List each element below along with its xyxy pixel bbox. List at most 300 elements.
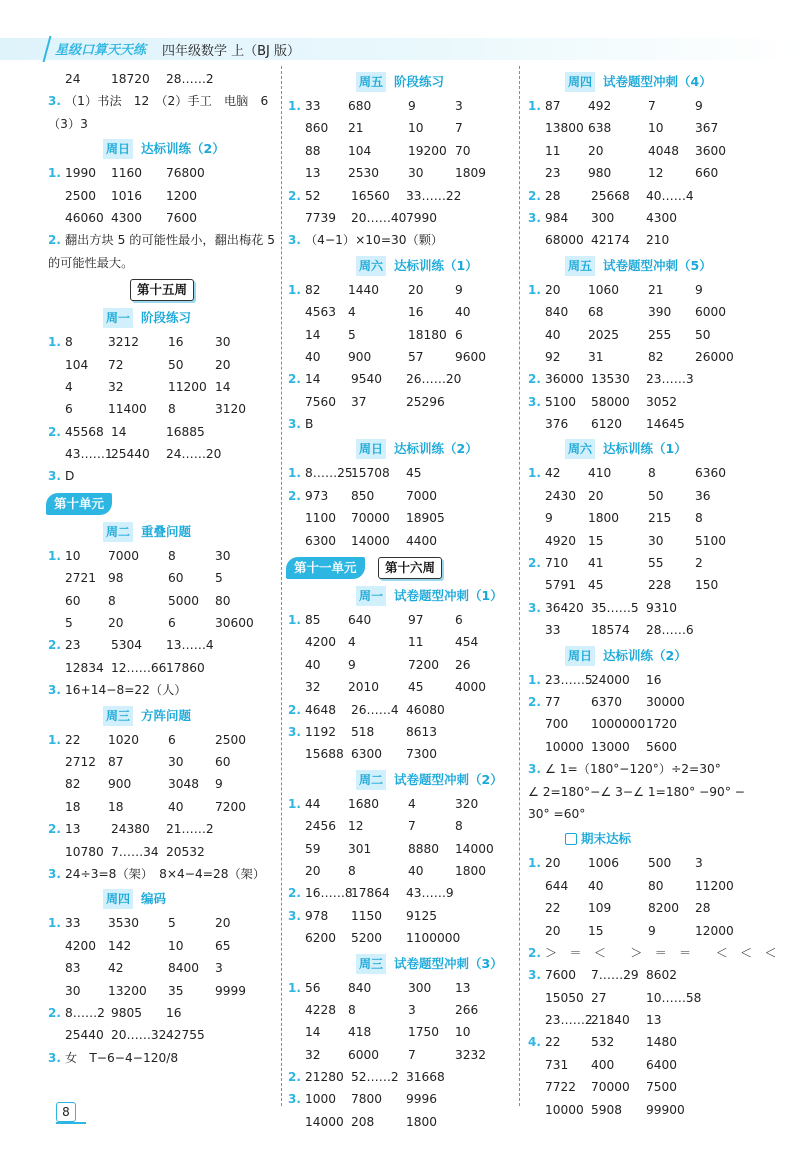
answer-value: 1480 (646, 1035, 678, 1050)
answer-row (48, 935, 298, 957)
answer-value: 20 (305, 863, 321, 878)
answer-row (288, 346, 538, 368)
answer-value: 14000 (351, 533, 390, 548)
answer-row (528, 391, 778, 413)
answer-value: 92 (545, 349, 561, 364)
answer-value: 83 (65, 961, 81, 976)
answer-value: 22 (65, 732, 81, 747)
answer-row (528, 987, 778, 1009)
answer-value: 33 (545, 623, 561, 638)
answer-value: 4228 (305, 1002, 337, 1017)
answer-value: 1680 (348, 796, 380, 811)
answer-value: 5600 (646, 739, 678, 754)
answer-row (288, 368, 538, 390)
answer-value: 4 (65, 379, 73, 394)
answer-value: 300 (591, 210, 615, 225)
section-day: 周六 (565, 439, 595, 459)
answer-value: 4300 (646, 210, 678, 225)
answer-value: 16 (646, 672, 662, 687)
answer-value: 8 (455, 819, 463, 834)
question-number: 2. (48, 822, 61, 837)
question-number: 3. (288, 417, 301, 432)
answer-value: 7……29 (591, 968, 639, 983)
answer-row (288, 882, 538, 904)
answer-value: 3530 (108, 916, 140, 931)
answer-row (528, 875, 778, 897)
answer-value: 7 (648, 99, 656, 113)
answer-value: 16 (408, 305, 424, 320)
section-header (528, 435, 778, 462)
answer-value: 6000 (348, 1047, 380, 1062)
answer-row (48, 1002, 298, 1024)
answer-value: 6360 (695, 466, 727, 481)
answer-value: 5100 (695, 533, 727, 548)
question-number: 2. (528, 556, 541, 571)
page-number-underline (56, 1122, 86, 1124)
answer-value: 3120 (215, 402, 247, 417)
section-day: 周一 (103, 308, 133, 328)
section-label: 阶段练习 (141, 310, 192, 326)
answer-value: 28……6 (646, 623, 694, 638)
answer-value: 900 (108, 777, 132, 792)
answer-value: 17864 (351, 886, 390, 901)
answer-value: 85 (305, 613, 321, 628)
answer-row (48, 567, 298, 589)
question-number: 3. (48, 469, 61, 484)
answer-row (528, 229, 778, 251)
answer-value: 7 (455, 121, 463, 136)
answer-value: 640 (348, 613, 372, 628)
answer-row (48, 590, 298, 612)
answer-value: 60 (215, 754, 231, 769)
answer-value: 8 (65, 335, 73, 350)
answer-row (48, 398, 298, 420)
answer-value: 20 (545, 856, 561, 871)
answer-value: 18720 (111, 72, 150, 86)
answer-value: 6 (168, 732, 176, 747)
section-header (288, 435, 538, 462)
answer-value: 7722 (545, 1080, 577, 1095)
header-brand: 星级口算天天练 (55, 43, 147, 58)
answer-value: 30 (215, 335, 231, 350)
unit-label: 第十一单元 (286, 557, 365, 579)
answer-row (288, 207, 538, 229)
answer-value: 30 (408, 166, 424, 181)
answer-row (288, 185, 538, 207)
answer-value: 7200 (408, 657, 440, 672)
answer-value: 11 (408, 635, 424, 650)
answer-value: 3 (408, 1002, 416, 1017)
answer-value: 9805 (111, 1005, 143, 1020)
page-number: 8 (56, 1102, 76, 1122)
answer-value: 24380 (111, 822, 150, 837)
exam-icon (565, 833, 577, 845)
answer-value: 9600 (455, 349, 487, 364)
section-label: 试卷题型冲刺（3） (394, 955, 503, 971)
answer-value: 10 (408, 121, 424, 136)
answer-value: 12834 (65, 660, 104, 675)
answer-value: 8400 (168, 961, 200, 976)
answer-row (528, 1054, 778, 1076)
answer-value: 1100 (305, 511, 337, 526)
answer-value: 6300 (351, 747, 383, 762)
answer-value: 13……4 (166, 638, 214, 653)
section-header (288, 582, 538, 609)
unit-week-heading (288, 552, 538, 582)
section-header (528, 68, 778, 95)
answer-value: 301 (348, 841, 372, 856)
section-title (565, 645, 687, 667)
answer-value: 1000 (305, 1092, 337, 1107)
answer-value: 24 (65, 72, 81, 86)
answer-row (528, 117, 778, 139)
section-label: 达标训练（2） (141, 141, 225, 157)
week-label: 第十六周 (378, 557, 442, 579)
answer-value: 50 (695, 327, 711, 342)
answer-value: 82 (305, 282, 321, 297)
answer-value: 7200 (215, 799, 247, 814)
answer-text (288, 229, 538, 251)
answer-row (288, 905, 538, 927)
question-number: 1. (48, 916, 61, 931)
answer-value: 6 (168, 616, 176, 631)
answer-text (528, 803, 778, 825)
answer-row (288, 977, 538, 999)
answer-row (528, 162, 778, 184)
answer-value: 52 (305, 188, 321, 203)
section-day: 周五 (356, 72, 386, 92)
answer-row (528, 346, 778, 368)
answer-value: 7990 (406, 210, 438, 225)
answer-value: 2721 (65, 571, 97, 586)
question-number: 3. (48, 1050, 61, 1065)
answer-row (528, 1009, 778, 1031)
answer-text-line: 24÷3=8（架） 8×4−4=28（架） (65, 866, 266, 881)
answer-text-line: 16+14−8=22（人） (65, 683, 187, 698)
answer-row (288, 609, 538, 631)
answer-value: 20 (545, 282, 561, 297)
answer-value: 2456 (305, 819, 337, 834)
answer-value: 228 (648, 578, 672, 593)
answer-value: 4400 (406, 533, 438, 548)
answer-value: 638 (588, 121, 612, 136)
answer-value: 11200 (695, 878, 734, 893)
answer-row (288, 507, 538, 529)
section-title (565, 255, 712, 277)
answer-value: 14 (305, 327, 321, 342)
answer-row (528, 964, 778, 986)
section-header (288, 950, 538, 977)
answer-value: 9 (695, 282, 703, 297)
answer-value: 41 (588, 556, 604, 571)
answer-value: 9 (348, 657, 356, 672)
answer-value: 840 (545, 305, 569, 320)
question-number: 1. (528, 856, 541, 871)
answer-value: 9125 (406, 908, 438, 923)
answer-row (528, 301, 778, 323)
answer-row (288, 301, 538, 323)
section-label: 方阵问题 (141, 707, 192, 723)
answer-value: 10000 (545, 739, 584, 754)
section-day: 周六 (356, 256, 386, 276)
answer-value: 109 (588, 901, 612, 916)
answer-value: 4200 (65, 938, 97, 953)
question-number: 2. (528, 945, 541, 960)
answer-value: 10 (648, 121, 664, 136)
answer-value: 68 (588, 305, 604, 320)
question-number: 2. (288, 1070, 301, 1085)
answer-row (528, 413, 778, 435)
question-number: 1. (288, 796, 301, 811)
answer-value: 24000 (591, 672, 630, 687)
answer-value: 36000 (545, 372, 584, 387)
answer-value: 5 (348, 327, 356, 342)
answer-row (288, 743, 538, 765)
answer-value: 3600 (695, 143, 727, 158)
answer-value: 65 (215, 938, 231, 953)
answer-value: 28 (695, 901, 711, 916)
answer-value: 26……20 (406, 372, 462, 387)
question-number: 2. (48, 233, 61, 248)
answer-value: 8 (648, 466, 656, 481)
answer-value: 1720 (646, 717, 678, 732)
answer-value: 15708 (351, 466, 390, 481)
answer-value: 12 (648, 166, 664, 181)
answer-value: 18574 (591, 623, 630, 638)
answer-value: 9310 (646, 600, 678, 615)
answer-text (528, 781, 778, 803)
answer-value: 42 (108, 961, 124, 976)
section-label: 阶段练习 (394, 74, 445, 89)
section-day: 周二 (356, 770, 386, 790)
section-label: 试卷题型冲刺（2） (394, 771, 503, 787)
question-number: 1. (288, 980, 301, 995)
answer-value: 20 (588, 488, 604, 503)
answer-value: 8613 (406, 724, 438, 739)
answer-row (528, 207, 778, 229)
answer-value: 6 (455, 613, 463, 628)
answer-value: 37 (351, 394, 367, 409)
answer-value: 99900 (646, 1102, 685, 1117)
answer-row (288, 676, 538, 698)
section-header (48, 304, 298, 331)
answer-value: 6 (455, 327, 463, 342)
answer-value: 8 (348, 1002, 356, 1017)
answer-value: 266 (455, 1002, 479, 1017)
answer-text-line: ∠ 1=（180°−120°）÷2=30° (545, 762, 721, 777)
answer-value: 26 (455, 657, 471, 672)
section-day: 周四 (565, 72, 595, 92)
answer-value: 30 (65, 983, 81, 998)
answer-row (528, 140, 778, 162)
question-number: 3. (528, 968, 541, 983)
answer-text (528, 758, 778, 780)
question-number: 1. (288, 613, 301, 628)
answer-value: 2010 (348, 680, 380, 695)
answer-value: 7 (408, 1047, 416, 1062)
answer-value: 680 (348, 99, 372, 113)
answer-value: 31668 (406, 1070, 445, 1085)
answer-value: 2530 (348, 166, 380, 181)
answer-value: 7300 (406, 747, 438, 762)
answer-value: 8602 (646, 968, 678, 983)
answer-row (288, 279, 538, 301)
answer-value: 3048 (168, 777, 200, 792)
answer-value: 18 (108, 799, 124, 814)
answer-value: 973 (305, 488, 329, 503)
answer-value: 77 (545, 694, 561, 709)
answer-row (288, 1044, 538, 1066)
question-number: 3. (48, 683, 61, 698)
answer-row (48, 443, 298, 465)
answer-row (288, 162, 538, 184)
answer-value: 15 (588, 923, 604, 938)
answer-value: 3 (215, 961, 223, 976)
question-number: 2. (48, 424, 61, 439)
section-label: 达标训练（1） (603, 441, 687, 457)
section-label: 达标训练（2） (603, 647, 687, 663)
answer-value: 14 (215, 379, 231, 394)
question-number: 3. (288, 1092, 301, 1107)
answer-row (288, 530, 538, 552)
week-heading (48, 274, 298, 304)
question-number: 1. (528, 672, 541, 687)
answer-value: 30 (215, 548, 231, 563)
answer-value: 2500 (65, 188, 97, 203)
answer-value: 5791 (545, 578, 577, 593)
answer-value: 978 (305, 908, 329, 923)
section-title (565, 438, 687, 460)
question-number: 1. (528, 282, 541, 297)
answer-row (48, 773, 298, 795)
answer-value: 31 (588, 349, 604, 364)
answer-value: 8880 (408, 841, 440, 856)
answer-value: 23……3 (646, 372, 694, 387)
answer-row (528, 713, 778, 735)
answer-value: 80 (215, 593, 231, 608)
answer-value: 4000 (455, 680, 487, 695)
answer-value: 52……2 (351, 1070, 399, 1085)
answer-value: 8 (108, 593, 116, 608)
answer-value: 44 (305, 796, 321, 811)
answer-value: 104 (65, 357, 89, 372)
answer-value: 33……22 (406, 188, 462, 203)
section-label: 试卷题型冲刺（4） (603, 74, 712, 89)
question-number: 1. (48, 166, 61, 181)
answer-value: 4920 (545, 533, 577, 548)
answer-row (48, 545, 298, 567)
answer-value: 731 (545, 1057, 569, 1072)
answer-value: 13800 (545, 121, 584, 136)
answer-value: 2430 (545, 488, 577, 503)
answer-value: 1016 (111, 188, 143, 203)
answer-value: 4648 (305, 702, 337, 717)
answer-value: 13 (305, 166, 321, 181)
answer-value: 27 (591, 990, 607, 1005)
answer-value: 5000 (168, 593, 200, 608)
answer-value: 20 (108, 616, 124, 631)
answer-row (48, 751, 298, 773)
answer-row (528, 669, 778, 691)
answer-value: 25440 (65, 1028, 104, 1043)
answer-value: 50 (168, 357, 184, 372)
answer-value: 4 (348, 635, 356, 650)
section-day: 周三 (103, 706, 133, 726)
answer-value: 104 (348, 143, 372, 158)
section-label: 达标训练（1） (394, 257, 478, 273)
answer-value: 8 (348, 863, 356, 878)
answer-value: 1200 (166, 188, 198, 203)
answer-value: 76800 (166, 166, 205, 181)
answer-value: 14000 (305, 1114, 344, 1129)
answer-row (288, 95, 538, 117)
answer-value: 40 (168, 799, 184, 814)
answer-row (288, 721, 538, 743)
answer-value: 8 (695, 511, 703, 526)
answer-value: 5304 (111, 638, 143, 653)
answer-row (288, 1111, 538, 1133)
answer-value: 28……2 (166, 72, 214, 86)
answer-value: 18 (65, 799, 81, 814)
answer-value: 980 (588, 166, 612, 181)
section-header (288, 68, 538, 95)
answer-value: 660 (695, 166, 719, 181)
answer-row (528, 279, 778, 301)
answer-text (48, 229, 298, 251)
answer-value: 11400 (108, 402, 147, 417)
section-day: 周五 (565, 256, 595, 276)
answer-value: 644 (545, 878, 569, 893)
page-header (0, 38, 800, 62)
question-number: 3. (288, 724, 301, 739)
answer-row (48, 465, 298, 487)
answer-value: 1809 (455, 166, 487, 181)
answer-text-line: 的可能性最大。 (48, 255, 134, 270)
answer-value: 58000 (591, 394, 630, 409)
answer-value: 7500 (646, 1080, 678, 1095)
question-number: 2. (528, 372, 541, 387)
answer-value: 5 (215, 571, 223, 586)
answer-value: 1440 (348, 282, 380, 297)
answer-value: 60 (65, 593, 81, 608)
answer-value: 2500 (215, 732, 247, 747)
section-label: 试卷题型冲刺（1） (394, 588, 503, 604)
section-day: 周二 (103, 522, 133, 542)
question-number: 3. (48, 94, 61, 109)
answer-value: 40 (408, 863, 424, 878)
answer-text (48, 113, 298, 135)
answer-row (48, 612, 298, 634)
answer-row (48, 729, 298, 751)
answer-row (288, 324, 538, 346)
answer-text (48, 679, 298, 701)
answer-value: 9540 (351, 372, 383, 387)
answer-value: 20 (588, 143, 604, 158)
answer-value: 900 (348, 349, 372, 364)
question-number: 2. (48, 1005, 61, 1020)
answer-value: 70000 (351, 511, 390, 526)
section-title (103, 307, 191, 329)
question-number: 1. (48, 732, 61, 747)
question-number: 3. (288, 908, 301, 923)
answer-row (528, 485, 778, 507)
answer-value: 9 (695, 99, 703, 113)
answer-value: 532 (591, 1035, 615, 1050)
answer-row (48, 331, 298, 353)
answer-row (528, 368, 778, 390)
answer-value: 43……1 (65, 447, 113, 462)
question-number: 1. (288, 282, 301, 297)
